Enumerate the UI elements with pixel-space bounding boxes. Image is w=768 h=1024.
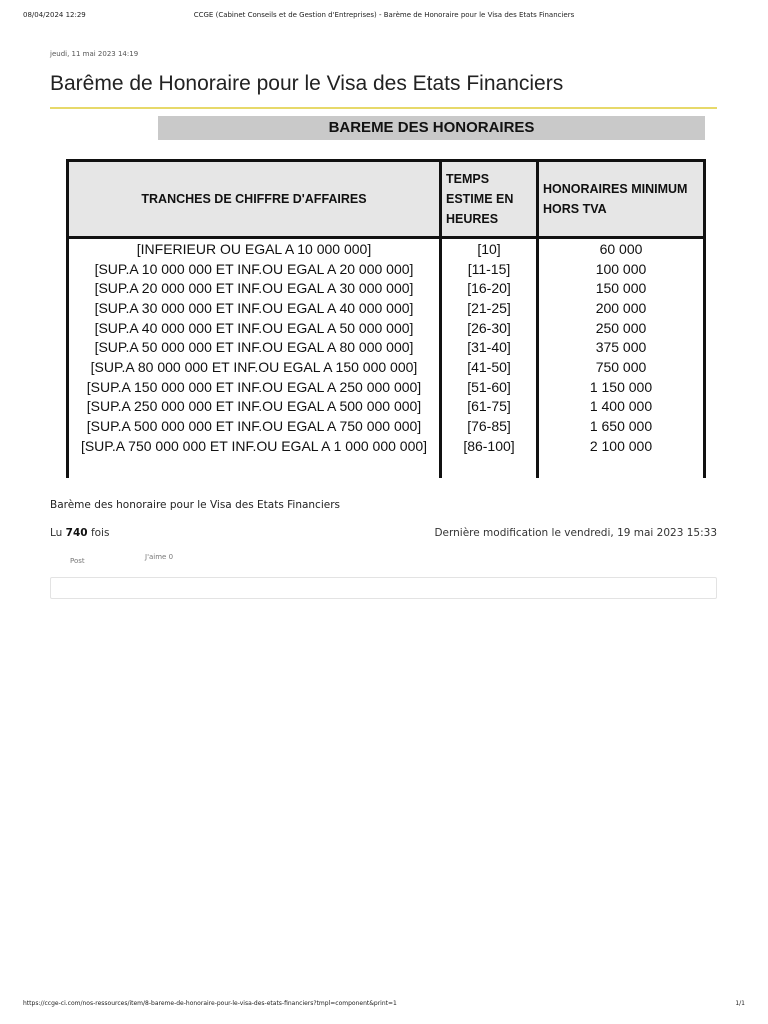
table-row bbox=[68, 436, 705, 456]
cell-range: [SUP.A 10 000 000 ET INF.OU EGAL A 20 000 000] bbox=[68, 259, 441, 279]
header-fees-line1: HONORAIRES MINIMUM bbox=[543, 182, 688, 196]
article-title: Barême de Honoraire pour le Visa des Etats Financiers bbox=[50, 72, 564, 95]
cell-hours: [10] bbox=[441, 238, 538, 259]
image-caption: Barème des honoraire pour le Visa des Etats Financiers bbox=[50, 499, 340, 511]
header-time bbox=[441, 161, 538, 238]
cell-fee: 750 000 bbox=[538, 357, 705, 377]
table-row bbox=[68, 298, 705, 318]
cell-empty bbox=[538, 456, 705, 478]
cell-fee: 60 000 bbox=[538, 238, 705, 259]
page-count: 1/1 bbox=[735, 1000, 745, 1007]
cell-hours: [31-40] bbox=[441, 337, 538, 357]
cell-fee: 1 150 000 bbox=[538, 377, 705, 397]
print-header bbox=[23, 11, 745, 23]
cell-empty bbox=[441, 456, 538, 478]
cell-hours: [61-75] bbox=[441, 397, 538, 417]
cell-fee: 200 000 bbox=[538, 298, 705, 318]
read-prefix: Lu bbox=[50, 527, 63, 539]
print-datetime: 08/04/2024 12:29 bbox=[23, 11, 86, 19]
fee-table bbox=[66, 159, 706, 478]
fee-table-header-row bbox=[68, 161, 705, 238]
social-buttons bbox=[50, 553, 717, 573]
cell-range: [SUP.A 30 000 000 ET INF.OU EGAL A 40 000 000] bbox=[68, 298, 441, 318]
cell-fee: 1 400 000 bbox=[538, 397, 705, 417]
table-row-empty bbox=[68, 456, 705, 478]
header-revenue: TRANCHES DE CHIFFRE D'AFFAIRES bbox=[68, 161, 441, 238]
cell-range: [SUP.A 150 000 000 ET INF.OU EGAL A 250 000 000] bbox=[68, 377, 441, 397]
cell-range: [SUP.A 80 000 000 ET INF.OU EGAL A 150 000 000] bbox=[68, 357, 441, 377]
fee-table-banner: BAREME DES HONORAIRES bbox=[158, 116, 705, 140]
cell-empty bbox=[68, 456, 441, 478]
comments-box bbox=[50, 577, 717, 599]
fee-schedule-image bbox=[50, 112, 717, 478]
cell-range: [SUP.A 250 000 000 ET INF.OU EGAL A 500 000 000] bbox=[68, 397, 441, 417]
table-row bbox=[68, 337, 705, 357]
header-time-line1: TEMPS bbox=[446, 172, 490, 186]
read-count bbox=[50, 527, 109, 539]
cell-fee: 1 650 000 bbox=[538, 416, 705, 436]
table-row bbox=[68, 278, 705, 298]
cell-fee: 150 000 bbox=[538, 278, 705, 298]
title-divider bbox=[50, 107, 717, 109]
print-page-title: CCGE (Cabinet Conseils et de Gestion d'Entreprises) - Barème de Honoraire pour le Visa des Etats Financiers bbox=[193, 11, 575, 19]
read-count-value: 740 bbox=[65, 527, 88, 539]
cell-fee: 2 100 000 bbox=[538, 436, 705, 456]
cell-hours: [51-60] bbox=[441, 377, 538, 397]
header-fees-line2: HORS TVA bbox=[543, 202, 607, 216]
cell-range: [SUP.A 20 000 000 ET INF.OU EGAL A 30 000 000] bbox=[68, 278, 441, 298]
cell-range: [SUP.A 50 000 000 ET INF.OU EGAL A 80 000 000] bbox=[68, 337, 441, 357]
table-row bbox=[68, 416, 705, 436]
cell-hours: [86-100] bbox=[441, 436, 538, 456]
table-row bbox=[68, 357, 705, 377]
publish-date: jeudi, 11 mai 2023 14:19 bbox=[50, 50, 139, 58]
cell-range: [SUP.A 750 000 000 ET INF.OU EGAL A 1 000 000 000] bbox=[68, 436, 441, 456]
header-time-line2: ESTIME EN bbox=[446, 192, 514, 206]
cell-fee: 100 000 bbox=[538, 259, 705, 279]
cell-hours: [76-85] bbox=[441, 416, 538, 436]
header-fees bbox=[538, 161, 705, 238]
header-time-line3: HEURES bbox=[446, 212, 499, 226]
print-url: https://ccge-ci.com/nos-ressources/item/8-bareme-de-honoraire-pour-le-visa-des-etats-financiers?tmpl=component&print=1 bbox=[23, 1000, 397, 1007]
table-row bbox=[68, 397, 705, 417]
table-row bbox=[68, 377, 705, 397]
last-modified: Dernière modification le vendredi, 19 mai 2023 15:33 bbox=[434, 527, 717, 539]
cell-range: [SUP.A 40 000 000 ET INF.OU EGAL A 50 000 000] bbox=[68, 318, 441, 338]
cell-hours: [26-30] bbox=[441, 318, 538, 338]
article-stats bbox=[50, 527, 717, 541]
like-button[interactable]: J'aime 0 bbox=[145, 553, 174, 561]
article bbox=[50, 50, 717, 599]
cell-range: [SUP.A 500 000 000 ET INF.OU EGAL A 750 000 000] bbox=[68, 416, 441, 436]
table-row bbox=[68, 238, 705, 259]
print-footer bbox=[23, 1000, 745, 1010]
cell-hours: [11-15] bbox=[441, 259, 538, 279]
post-button[interactable]: Post bbox=[70, 557, 85, 565]
cell-hours: [16-20] bbox=[441, 278, 538, 298]
table-row bbox=[68, 318, 705, 338]
table-row bbox=[68, 259, 705, 279]
cell-range: [INFERIEUR OU EGAL A 10 000 000] bbox=[68, 238, 441, 259]
cell-fee: 250 000 bbox=[538, 318, 705, 338]
cell-hours: [21-25] bbox=[441, 298, 538, 318]
cell-hours: [41-50] bbox=[441, 357, 538, 377]
read-suffix: fois bbox=[90, 527, 110, 539]
cell-fee: 375 000 bbox=[538, 337, 705, 357]
